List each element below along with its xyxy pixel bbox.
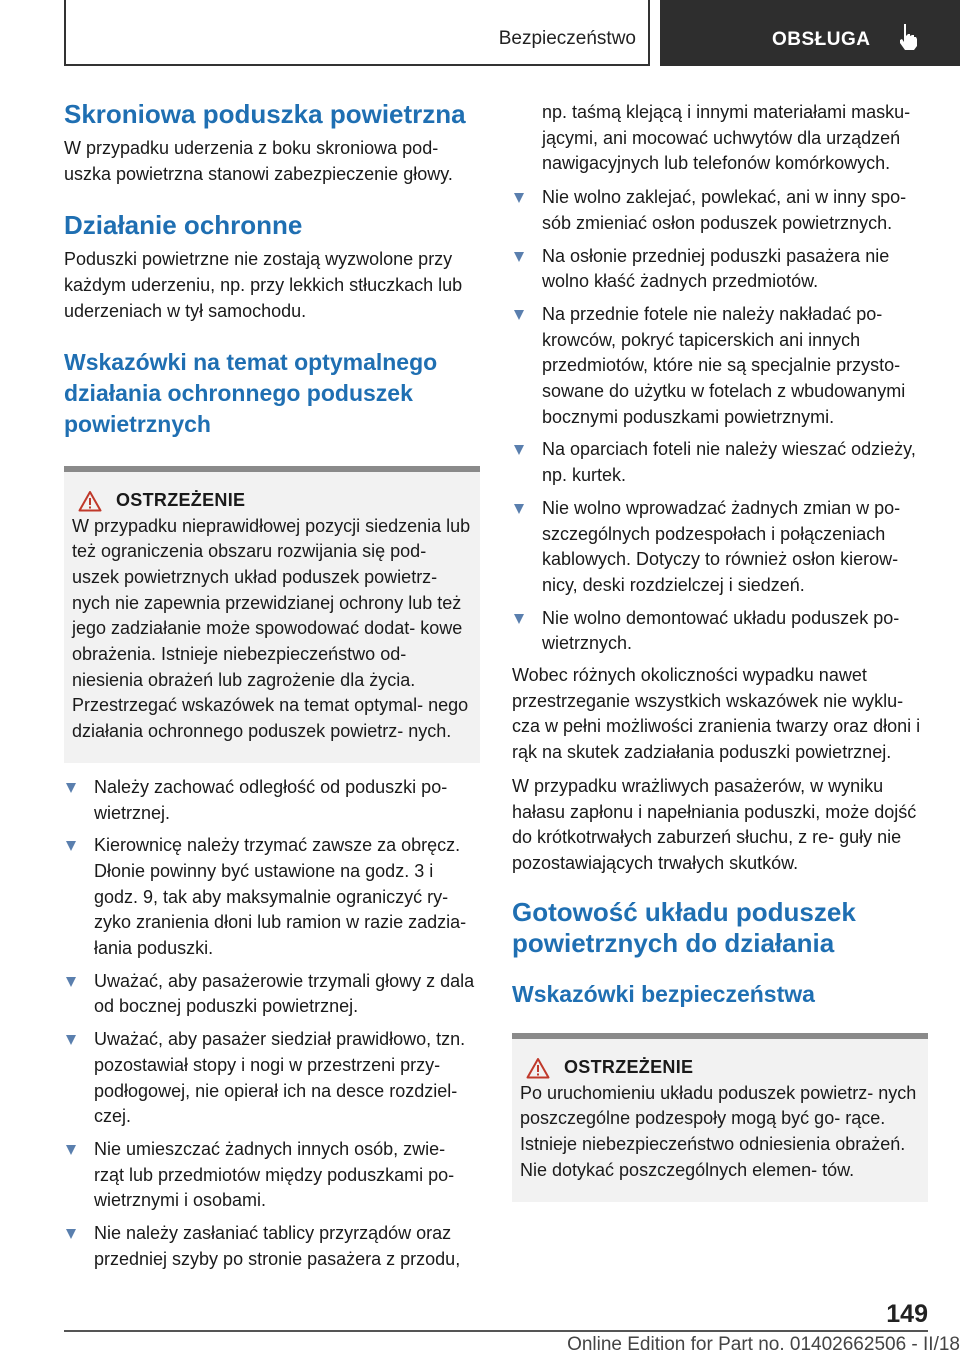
paragraph-wrazliwi: W przypadku wrażliwych pasażerów, w wyniku hałasu zapłonu i napełniania poduszki, może dojść do krótkotrwałych zaburzeń słuchu, z re- guły nie pozostawiających trwałych skutków.	[512, 775, 917, 873]
bullet-triangle-icon	[514, 614, 524, 624]
list-item: Uważać, aby pasażerowie trzymali głowy z dala od bocznej poduszki powietrznej.	[64, 969, 480, 1020]
header-tab-label: OBSŁUGA	[772, 29, 871, 50]
list-item: Na osłonie przedniej poduszki pasażera nie wolno kłaść żadnych przedmiotów.	[512, 244, 928, 295]
list-item: Nie umieszczać żadnych innych osób, zwie- rząt lub przedmiotów między poduszkami po- wietrznymi i osobami.	[64, 1137, 480, 1214]
warning-text: Po uruchomieniu układu poduszek powietrz- nych poszczególne podzespoły mogą być go- rące. Istnieje niebezpieczeństwo odniesienia obrażeń. Nie dotykać poszczególnych elemen- tów.	[520, 1082, 917, 1180]
pointing-hand-icon	[896, 22, 920, 52]
list-item: Należy zachować odległość od poduszki po- wietrznej.	[64, 775, 480, 826]
heading-gotowosc: Gotowość układu poduszek powietrznych do działania	[512, 896, 856, 958]
bullet-triangle-icon	[66, 977, 76, 987]
left-column	[64, 98, 480, 1273]
list-item: Uważać, aby pasażer siedział prawidłowo, tzn. pozostawiał stopy i nogi w przestrzeni przy- podłogowej, nie opierał ich na desce rozdziel- czej.	[64, 1027, 480, 1130]
page-number: 149	[886, 1300, 928, 1328]
list-item: Nie należy zasłaniać tablicy przyrządów oraz przedniej szyby po stronie pasażera z przodu,	[64, 1221, 480, 1272]
bullet-triangle-icon	[66, 1229, 76, 1239]
bullet-triangle-icon	[66, 841, 76, 851]
heading-skroniowa: Skroniowa poduszka powietrzna	[64, 99, 466, 129]
header-rule-mid	[648, 0, 650, 66]
bullet-continuation: np. taśmą klejącą i innymi materiałami masku- jącymi, ani mocować uchwytów dla urządzeń nawigacyjnych lub telefonów komórkowych.	[542, 102, 911, 174]
bullet-list-left	[64, 775, 480, 1273]
bullet-triangle-icon	[66, 783, 76, 793]
bullet-triangle-icon	[514, 504, 524, 514]
footer-rule	[64, 1330, 928, 1332]
right-column	[512, 100, 928, 1202]
bullet-triangle-icon	[66, 1145, 76, 1155]
header-tab[interactable]	[660, 0, 960, 66]
bullet-list-right	[512, 185, 928, 657]
warning-triangle-icon	[526, 1057, 550, 1079]
paragraph-skroniowa: W przypadku uderzenia z boku skroniowa pod- uszka powietrzna stanowi zabezpieczenie głowy.	[64, 138, 453, 184]
list-item: Na przednie fotele nie należy nakładać po- krowców, pokryć tapicerskich ani innych przedmiotów, które nie są specjalnie przysto- sowane do użytku w fotelach z wbudowanymi bocznymi poduszkami powietrznymi.	[512, 302, 928, 431]
warning-title: OSTRZEŻENIE	[564, 1057, 694, 1078]
bullet-triangle-icon	[514, 252, 524, 262]
heading-wskazowki-bezp: Wskazówki bezpieczeństwa	[512, 980, 815, 1007]
warning-triangle-icon	[78, 490, 102, 512]
heading-dzialanie: Działanie ochronne	[64, 210, 303, 241]
warning-title-row	[72, 490, 472, 512]
list-item: Nie wolno zaklejać, powlekać, ani w inny spo- sób zmieniać osłon poduszek powietrznych.	[512, 185, 928, 236]
warning-box	[512, 1033, 928, 1202]
header-rule-left	[64, 0, 66, 66]
paragraph-dzialanie: Poduszki powietrzne nie zostają wyzwolone przy każdym uderzeniu, np. przy lekkich stłuczkach lub uderzeniach w tył samochodu.	[64, 249, 463, 321]
warning-title-row	[520, 1057, 920, 1079]
heading-wskazowki: Wskazówki na temat optymalnego działania ochronnego poduszek powietrznych	[64, 348, 438, 437]
bullet-triangle-icon	[514, 445, 524, 455]
list-item: Kierownicę należy trzymać zawsze za obręcz. Dłonie powinny być ustawione na godz. 3 i godz. 9, tak aby maksymalnie ograniczyć ry- zyko zranienia dłoni lub ramion w razie zadzia- łania poduszki.	[64, 833, 480, 962]
paragraph-wobec: Wobec różnych okoliczności wypadku nawet przestrzeganie wszystkich wskazówek nie wyklu- cza w pełni możliwości zranienia twarzy oraz dłoni i rąk na skutek zadziałania poduszki powietrznej.	[512, 665, 921, 763]
list-item: Na oparciach foteli nie należy wieszać odzieży, np. kurtek.	[512, 437, 928, 488]
warning-text: W przypadku nieprawidłowej pozycji siedzenia lub też ograniczenia obszaru rozwijania się pod- uszek powietrznych układ poduszek powietrz- nych nie zapewnia przewidzianej ochrony lub też jego zadziałanie może spowodować dodat- kowe obrażenia. Istnieje niebezpieczeństwo od- niesienia obrażeń lub zagrożenie dla życia. Przestrzegać wskazówek na temat optymal- nego działania ochronnego poduszek powietrz- nych.	[72, 515, 471, 742]
bullet-triangle-icon	[514, 310, 524, 320]
footer-edition: Online Edition for Part no. 01402662506 - II/18	[567, 1334, 960, 1355]
list-item: Nie wolno wprowadzać żadnych zmian w po- szczególnych podzespołach i połączeniach kablowych. Dotyczy to również osłon kierow- nicy, deski rozdzielczej i siedzeń.	[512, 496, 928, 599]
warning-title: OSTRZEŻENIE	[116, 490, 246, 511]
header-rule-bottom	[64, 64, 650, 66]
warning-box	[64, 466, 480, 763]
header-section-title: Bezpieczeństwo	[498, 28, 636, 49]
bullet-triangle-icon	[66, 1035, 76, 1045]
bullet-triangle-icon	[514, 193, 524, 203]
list-item: Nie wolno demontować układu poduszek po- wietrznych.	[512, 606, 928, 657]
